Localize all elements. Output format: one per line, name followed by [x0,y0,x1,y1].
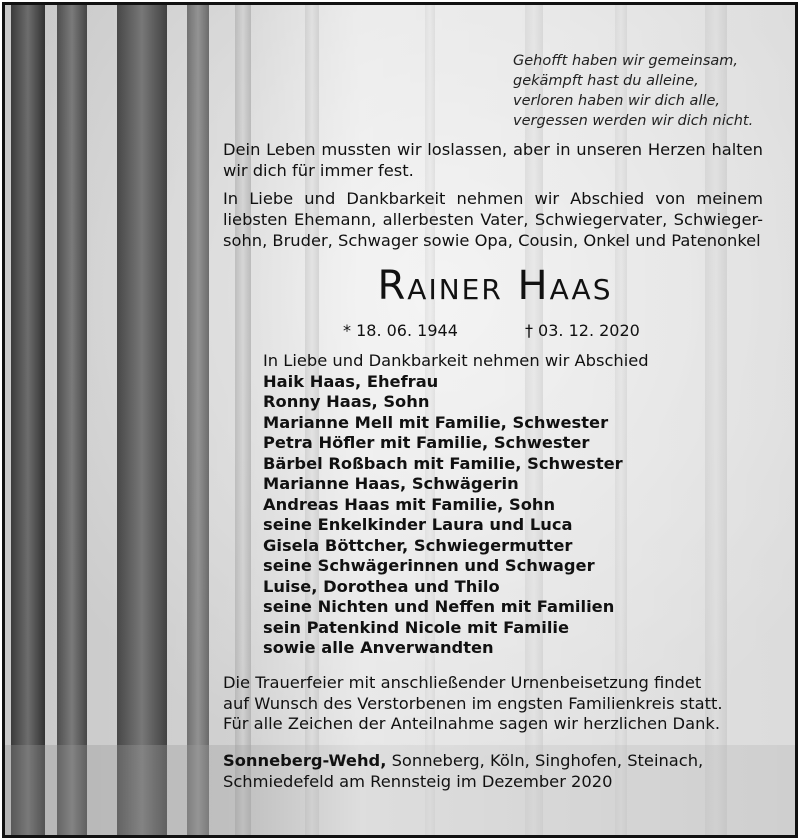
place-date-line: Schmiedefeld am Rennsteig im Dezember 2020 [223,771,613,791]
other-places: Sonneberg, Köln, Singhofen, Steinach, [386,751,704,770]
motto-line: verloren haben wir dich alle, [513,93,720,109]
mourners-list [263,351,703,659]
mourners-lead: In Liebe und Dankbarkeit nehmen wir Abschied [263,351,649,370]
life-dates [343,321,640,340]
obituary-content [5,5,795,835]
mourner-entry: Gisela Böttcher, Schwiegermutter [263,535,573,555]
funeral-line: auf Wunsch des Verstorbenen im engsten Familienkreis statt. [223,693,723,713]
motto-line: vergessen werden wir dich nicht. [513,113,754,129]
motto-line: gekämpft hast du alleine, [513,73,699,89]
funeral-notice [223,673,763,735]
places-and-date [223,751,763,792]
mourner-entry: Petra Höfler mit Familie, Schwester [263,433,590,452]
intro-paragraph-1: Dein Leben mussten wir loslassen, aber in unseren Herzen halten wir dich für immer fest. [223,140,763,180]
mourner-entry: Bärbel Roßbach mit Familie, Schwester [263,453,623,473]
mourner-entry: Luise, Dorothea und Thilo [263,576,500,596]
mourner-entry: Andreas Haas mit Familie, Sohn [263,494,556,514]
main-place: Sonneberg-Wehd, [223,751,387,770]
funeral-line: Die Trauerfeier mit anschließender Urnenbeisetzung findet [223,673,702,692]
deceased-name: Rainer Haas [377,263,613,309]
intro-paragraph-2: In Liebe und Dankbarkeit nehmen wir Abschied von meinem liebsten Ehemann, allerbesten Vater, Schwiegervater, Schwieger-sohn, Bruder, Schwager sowie Opa, Cousin, Onkel und Patenonkel [223,189,763,250]
birth-date: * 18. 06. 1944 [343,321,458,340]
obituary-card [2,2,798,838]
mourner-entry: sowie alle Anverwandten [263,638,494,657]
motto-verse [513,51,783,131]
motto-line: Gehofft haben wir gemeinsam, [513,53,738,69]
mourner-entry: seine Schwägerinnen und Schwager [263,556,595,575]
mourner-entry: sein Patenkind Nicole mit Familie [263,617,570,637]
mourner-entry: Marianne Mell mit Familie, Schwester [263,412,609,432]
death-date: † 03. 12. 2020 [524,321,640,340]
intro-text [223,139,763,258]
mourner-entry: seine Enkelkinder Laura und Luca [263,515,573,534]
mourner-entry: Marianne Haas, Schwägerin [263,474,519,493]
funeral-line: Für alle Zeichen der Anteilnahme sagen wir herzlichen Dank. [223,714,720,733]
mourner-entry: Ronny Haas, Sohn [263,392,430,411]
mourner-entry: seine Nichten und Neffen mit Familien [263,597,615,616]
mourner-entry: Haik Haas, Ehefrau [263,371,439,391]
